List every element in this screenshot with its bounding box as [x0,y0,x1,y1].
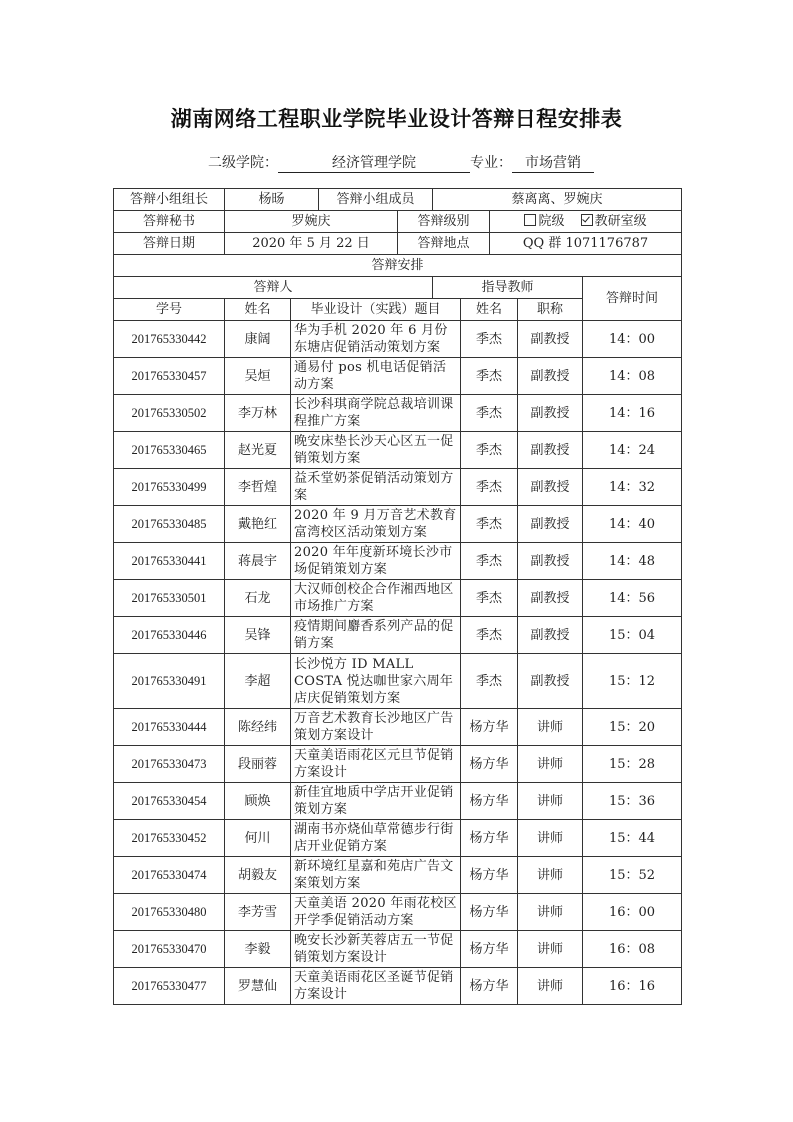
student-id: 201765330499 [114,469,225,506]
time-header: 答辩时间 [583,277,682,321]
advisor-title-header: 职称 [518,299,583,321]
advisor-name: 杨方华 [461,931,518,968]
defense-time: 15：44 [583,820,682,857]
advisor-title: 讲师 [518,746,583,783]
student-id: 201765330457 [114,358,225,395]
defense-time: 15：12 [583,654,682,709]
advisor-name: 季杰 [461,321,518,358]
college-label: 二级学院： [208,155,278,171]
checkbox-icon[interactable] [524,214,536,226]
college-major-line [208,152,594,173]
advisor-name: 季杰 [461,469,518,506]
advisor-name: 季杰 [461,395,518,432]
project-topic: 新佳宜地质中学店开业促销策划方案 [291,783,461,820]
student-id: 201765330454 [114,783,225,820]
members-label: 答辩小组成员 [319,189,433,211]
table-row [114,783,682,820]
student-name: 吴锋 [225,617,291,654]
project-topic: 2020 年年度新环境长沙市场促销策划方案 [291,543,461,580]
location-label: 答辩地点 [398,233,490,255]
advisor-name: 季杰 [461,543,518,580]
secretary-label: 答辩秘书 [114,211,225,233]
secretary-value: 罗婉庆 [225,211,398,233]
advisor-title: 副教授 [518,358,583,395]
advisor-title: 讲师 [518,709,583,746]
info-row-secretary [114,211,682,233]
advisor-title: 讲师 [518,894,583,931]
student-id: 201765330473 [114,746,225,783]
project-topic: 天童美语雨花区元旦节促销方案设计 [291,746,461,783]
student-name: 李万林 [225,395,291,432]
student-name: 李超 [225,654,291,709]
table-row [114,654,682,709]
advisor-title: 副教授 [518,469,583,506]
defense-time: 14：00 [583,321,682,358]
table-row [114,358,682,395]
college-value: 经济管理学院 [278,154,470,173]
advisor-title: 讲师 [518,783,583,820]
section-title: 答辩安排 [114,255,682,277]
group-student-header: 答辩人 [114,277,433,299]
student-id: 201765330491 [114,654,225,709]
schedule-table [113,188,682,1005]
student-name: 石龙 [225,580,291,617]
defense-time: 15：04 [583,617,682,654]
student-id: 201765330444 [114,709,225,746]
defense-time: 16：08 [583,931,682,968]
defense-time: 14：56 [583,580,682,617]
advisor-title: 副教授 [518,617,583,654]
advisor-title: 讲师 [518,820,583,857]
student-id: 201765330465 [114,432,225,469]
location-value: QQ 群 1071176787 [490,233,682,255]
student-id: 201765330452 [114,820,225,857]
group-advisor-header: 指导教师 [433,277,583,299]
project-topic: 大汉师创校企合作湘西地区市场推广方案 [291,580,461,617]
advisor-name: 杨方华 [461,709,518,746]
document-title: 湖南网络工程职业学院毕业设计答辩日程安排表 [170,107,623,131]
advisor-title: 副教授 [518,321,583,358]
project-topic: 2020 年 9 月万音艺术教育富湾校区活动策划方案 [291,506,461,543]
level-label: 答辩级别 [398,211,490,233]
advisor-name: 季杰 [461,506,518,543]
level-option-department[interactable] [581,214,647,229]
project-topic: 长沙科琪商学院总裁培训课程推广方案 [291,395,461,432]
members-value: 蔡离离、罗婉庆 [433,189,682,211]
student-name: 戴艳红 [225,506,291,543]
defense-time: 15：28 [583,746,682,783]
student-name: 何川 [225,820,291,857]
student-id: 201765330442 [114,321,225,358]
advisor-name: 杨方华 [461,968,518,1005]
student-name: 段丽蓉 [225,746,291,783]
topic-header: 毕业设计（实践）题目 [291,299,461,321]
date-value: 2020 年 5 月 22 日 [225,233,398,255]
project-topic: 新环境红星嘉和苑店广告文案策划方案 [291,857,461,894]
advisor-title: 副教授 [518,654,583,709]
advisor-title: 副教授 [518,506,583,543]
advisor-title: 副教授 [518,432,583,469]
table-row [114,432,682,469]
defense-time: 14：08 [583,358,682,395]
student-name: 顾焕 [225,783,291,820]
advisor-title: 副教授 [518,395,583,432]
project-topic: 湖南书亦烧仙草常德步行街店开业促销方案 [291,820,461,857]
level-option-label: 院级 [538,214,565,229]
student-id: 201765330502 [114,395,225,432]
defense-time: 14：16 [583,395,682,432]
advisor-title: 讲师 [518,931,583,968]
advisor-name: 季杰 [461,432,518,469]
table-row [114,543,682,580]
level-option-label: 教研室级 [594,214,647,229]
project-topic: 天童美语雨花区圣诞节促销方案设计 [291,968,461,1005]
student-id: 201765330477 [114,968,225,1005]
student-id: 201765330501 [114,580,225,617]
table-row [114,617,682,654]
student-name: 李毅 [225,931,291,968]
advisor-title: 讲师 [518,968,583,1005]
student-name: 吴烜 [225,358,291,395]
table-row [114,857,682,894]
checked-checkbox-icon[interactable] [581,214,593,226]
advisor-title: 讲师 [518,857,583,894]
defense-time: 16：16 [583,968,682,1005]
defense-time: 15：36 [583,783,682,820]
student-id: 201765330470 [114,931,225,968]
defense-time: 15：20 [583,709,682,746]
project-topic: 长沙悦方 ID MALL COSTA 悦达咖世家六周年店庆促销策划方案 [291,654,461,709]
advisor-name: 杨方华 [461,894,518,931]
student-name: 罗慧仙 [225,968,291,1005]
defense-time: 15：52 [583,857,682,894]
table-row [114,395,682,432]
student-name: 李芳雪 [225,894,291,931]
defense-time: 14：32 [583,469,682,506]
project-topic: 晚安长沙新芙蓉店五一节促销策划方案设计 [291,931,461,968]
student-name: 李哲煌 [225,469,291,506]
table-row [114,506,682,543]
defense-time: 14：40 [583,506,682,543]
advisor-name: 杨方华 [461,857,518,894]
student-name: 康阔 [225,321,291,358]
advisor-name-header: 姓名 [461,299,518,321]
student-id: 201765330446 [114,617,225,654]
student-name: 蒋晨宇 [225,543,291,580]
info-row-leader [114,189,682,211]
project-topic: 疫情期间麝香系列产品的促销方案 [291,617,461,654]
table-row [114,321,682,358]
date-label: 答辩日期 [114,233,225,255]
defense-time: 14：48 [583,543,682,580]
table-row [114,580,682,617]
advisor-name: 杨方华 [461,783,518,820]
project-topic: 通易付 pos 机电话促销活动方案 [291,358,461,395]
defense-time: 14：24 [583,432,682,469]
major-label: 专业： [470,155,512,171]
defense-time: 16：00 [583,894,682,931]
major-value: 市场营销 [512,154,594,173]
student-name: 陈经纬 [225,709,291,746]
table-row [114,709,682,746]
advisor-name: 季杰 [461,580,518,617]
name-header: 姓名 [225,299,291,321]
project-topic: 益禾堂奶茶促销活动策划方案 [291,469,461,506]
level-option-college[interactable] [524,214,564,229]
project-topic: 晚安床垫长沙天心区五一促销策划方案 [291,432,461,469]
advisor-title: 副教授 [518,580,583,617]
level-options [490,211,682,233]
student-name: 赵光夏 [225,432,291,469]
info-row-date [114,233,682,255]
section-row [114,255,682,277]
student-id: 201765330485 [114,506,225,543]
id-header: 学号 [114,299,225,321]
student-id: 201765330474 [114,857,225,894]
project-topic: 天童美语 2020 年雨花校区开学季促销活动方案 [291,894,461,931]
project-topic: 华为手机 2020 年 6 月份东塘店促销活动策划方案 [291,321,461,358]
student-id: 201765330441 [114,543,225,580]
table-row [114,469,682,506]
advisor-title: 副教授 [518,543,583,580]
table-row [114,746,682,783]
student-id: 201765330480 [114,894,225,931]
project-topic: 万音艺术教育长沙地区广告策划方案设计 [291,709,461,746]
advisor-name: 季杰 [461,654,518,709]
student-name: 胡毅友 [225,857,291,894]
advisor-name: 季杰 [461,358,518,395]
leader-label: 答辩小组组长 [114,189,225,211]
header-row-groups [114,277,682,299]
table-row [114,931,682,968]
table-row [114,968,682,1005]
leader-value: 杨旸 [225,189,319,211]
table-row [114,820,682,857]
table-row [114,894,682,931]
advisor-name: 杨方华 [461,820,518,857]
advisor-name: 季杰 [461,617,518,654]
advisor-name: 杨方华 [461,746,518,783]
